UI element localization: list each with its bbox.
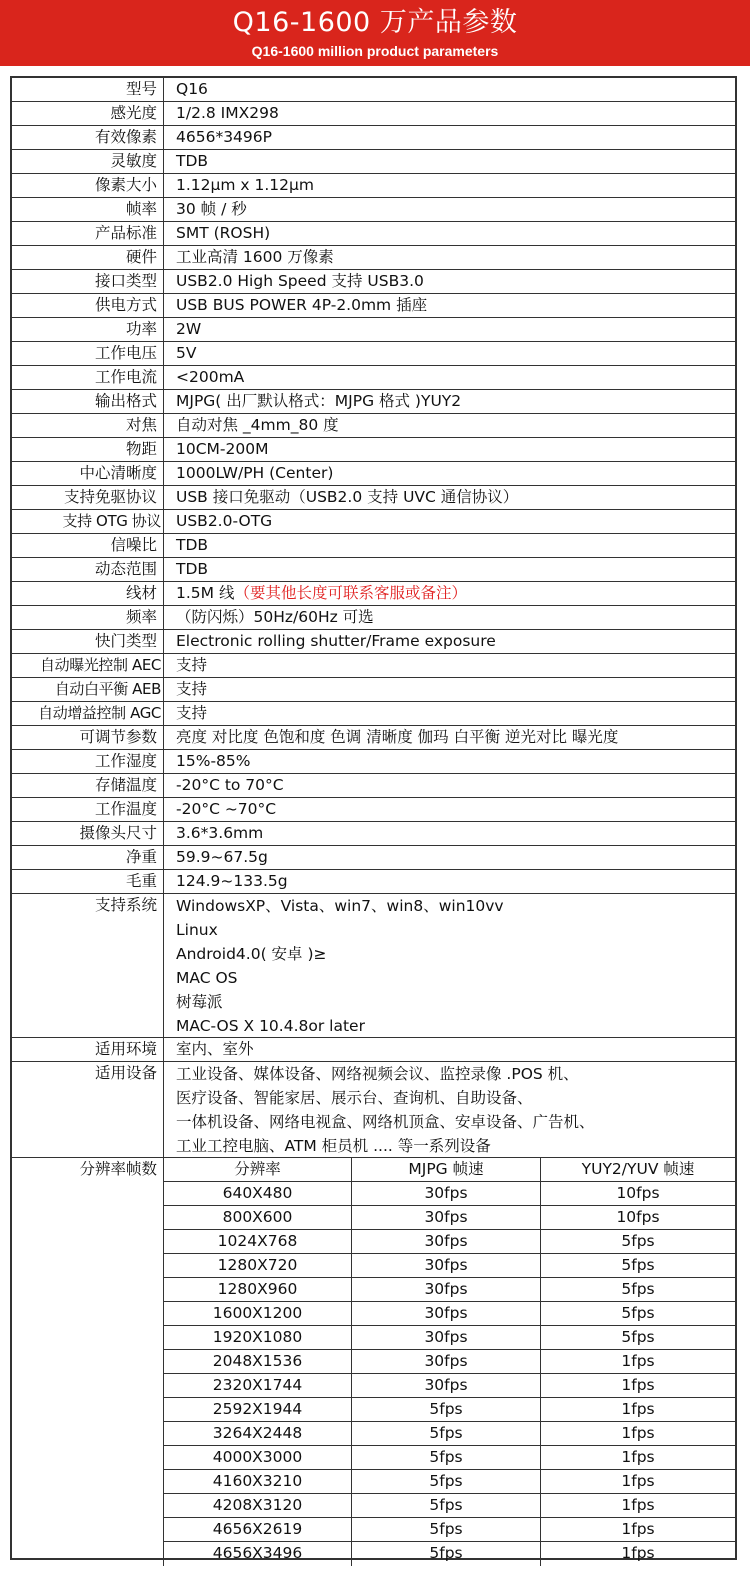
spec-label: 存储温度 (12, 774, 164, 797)
spec-value-text: 亮度 对比度 色饱和度 色调 清晰度 伽玛 白平衡 逆光对比 曝光度 (176, 728, 619, 746)
spec-value-text: Q16 (176, 80, 208, 98)
resolution-label: 分辨率帧数 (12, 1158, 164, 1566)
resolution-cell: 1024X768 (164, 1230, 352, 1253)
spec-label: 线材 (12, 582, 164, 605)
resolution-row (164, 1350, 735, 1374)
resolution-cell: 30fps (352, 1182, 541, 1205)
spec-value (164, 438, 735, 461)
spec-value (164, 342, 735, 365)
resolution-row (164, 1182, 735, 1206)
spec-value-text: 支持 (176, 704, 208, 722)
systems-line: MAC OS (176, 969, 238, 987)
spec-value-text: 1.5M 线 (176, 584, 235, 602)
spec-row (12, 150, 735, 174)
resolution-cell: 5fps (352, 1398, 541, 1421)
spec-value-text: TDB (176, 152, 209, 170)
spec-value-text: -20°C to 70°C (176, 776, 284, 794)
resolution-cell: 1fps (621, 1520, 655, 1538)
resolution-cell: 1280X720 (164, 1254, 352, 1277)
spec-table (10, 76, 737, 1560)
spec-row (12, 702, 735, 726)
resolution-cell: 4656X2619 (164, 1518, 352, 1541)
spec-value (164, 726, 735, 749)
spec-label: 帧率 (12, 198, 164, 221)
spec-label: 功率 (12, 318, 164, 341)
resolution-row (164, 1398, 735, 1422)
spec-row (12, 606, 735, 630)
spec-row (12, 102, 735, 126)
spec-row (12, 846, 735, 870)
spec-label: 动态范围 (12, 558, 164, 581)
spec-label: 工作温度 (12, 798, 164, 821)
resolution-row (164, 1446, 735, 1470)
resolution-header-cell: YUY2/YUV 帧速 (581, 1160, 695, 1178)
spec-label: 有效像素 (12, 126, 164, 149)
spec-value-text: 1.12μm x 1.12μm (176, 176, 314, 194)
spec-label: 接口类型 (12, 270, 164, 293)
devices-line: 医疗设备、智能家居、展示台、查询机、自助设备、 (176, 1089, 533, 1107)
spec-value-text: 支持 (176, 680, 208, 698)
resolution-row (164, 1302, 735, 1326)
resolution-cell: 5fps (352, 1542, 541, 1566)
resolution-row (164, 1326, 735, 1350)
spec-label: 中心清晰度 (12, 462, 164, 485)
spec-row (12, 534, 735, 558)
spec-value-text: 10CM-200M (176, 440, 269, 458)
resolution-row (164, 1206, 735, 1230)
spec-label: 产品标准 (12, 222, 164, 245)
devices-row (12, 1062, 735, 1158)
resolution-cell: 640X480 (164, 1182, 352, 1205)
spec-value-text: -20°C ~70°C (176, 800, 277, 818)
systems-value (164, 894, 735, 1037)
resolution-row (164, 1374, 735, 1398)
resolution-row (164, 1230, 735, 1254)
spec-value-text: 1000LW/PH (Center) (176, 464, 334, 482)
spec-value (164, 870, 735, 893)
header-banner (0, 0, 750, 66)
spec-value (164, 246, 735, 269)
resolution-cell: 1920X1080 (164, 1326, 352, 1349)
resolution-block (12, 1158, 735, 1566)
resolution-cell: 4656X3496 (164, 1542, 352, 1566)
spec-value (164, 318, 735, 341)
spec-value (164, 174, 735, 197)
resolution-cell: 5fps (621, 1256, 655, 1274)
resolution-cell: 5fps (352, 1518, 541, 1541)
resolution-cell: 1fps (621, 1424, 655, 1442)
spec-value (164, 78, 735, 101)
spec-label: 可调节参数 (12, 726, 164, 749)
systems-line: Android4.0( 安卓 )≥ (176, 945, 327, 963)
spec-value-text: 工业高清 1600 万像素 (176, 248, 334, 266)
spec-label: 摄像头尺寸 (12, 822, 164, 845)
spec-row (12, 366, 735, 390)
devices-label: 适用设备 (12, 1062, 164, 1157)
spec-value (164, 390, 735, 413)
page-title: Q16-1600 万产品参数 (232, 7, 518, 38)
resolution-cell: 1fps (621, 1376, 655, 1394)
resolution-cell: 1fps (621, 1472, 655, 1490)
resolution-cell: 30fps (352, 1206, 541, 1229)
resolution-cell: 5fps (621, 1304, 655, 1322)
resolution-row (164, 1518, 735, 1542)
spec-row (12, 78, 735, 102)
resolution-cell: 4000X3000 (164, 1446, 352, 1469)
spec-value (164, 678, 735, 701)
resolution-cell: 2048X1536 (164, 1350, 352, 1373)
spec-note: （要其他长度可联系客服或备注） (234, 584, 467, 602)
spec-value-text: 2W (176, 320, 202, 338)
resolution-cell: 30fps (352, 1326, 541, 1349)
spec-value-text: TDB (176, 560, 209, 578)
resolution-cell: 30fps (352, 1254, 541, 1277)
spec-row (12, 246, 735, 270)
spec-value (164, 366, 735, 389)
spec-value-text: 4656*3496P (176, 128, 272, 146)
spec-row (12, 174, 735, 198)
spec-row (12, 750, 735, 774)
spec-label: 型号 (12, 78, 164, 101)
resolution-cell: 30fps (352, 1230, 541, 1253)
systems-label: 支持系统 (12, 894, 164, 1037)
resolution-cell: 1fps (621, 1352, 655, 1370)
spec-row (12, 222, 735, 246)
resolution-cell: 1fps (621, 1400, 655, 1418)
spec-row (12, 342, 735, 366)
spec-label: 灵敏度 (12, 150, 164, 173)
spec-row (12, 318, 735, 342)
spec-label: 自动白平衡 AEB (12, 678, 164, 701)
spec-label: 信噪比 (12, 534, 164, 557)
spec-row (12, 270, 735, 294)
spec-row (12, 414, 735, 438)
spec-value (164, 462, 735, 485)
spec-value (164, 150, 735, 173)
spec-value-text: 1/2.8 IMX298 (176, 104, 279, 122)
spec-row (12, 198, 735, 222)
spec-row (12, 678, 735, 702)
spec-row (12, 486, 735, 510)
resolution-cell: 30fps (352, 1302, 541, 1325)
resolution-cell: 10fps (616, 1208, 660, 1226)
spec-value-text: Electronic rolling shutter/Frame exposure (176, 632, 496, 650)
resolution-row (164, 1254, 735, 1278)
resolution-header-row (164, 1158, 735, 1182)
spec-value-text: 3.6*3.6mm (176, 824, 264, 842)
spec-label: 自动曝光控制 AEC (12, 654, 164, 677)
spec-value (164, 486, 735, 509)
spec-row (12, 294, 735, 318)
resolution-cell: 4208X3120 (164, 1494, 352, 1517)
resolution-row (164, 1542, 735, 1566)
systems-line: WindowsXP、Vista、win7、win8、win10vv (176, 897, 504, 915)
spec-value (164, 822, 735, 845)
spec-value (164, 198, 735, 221)
resolution-cell: 5fps (352, 1494, 541, 1517)
spec-value-text: USB 接口免驱动（USB2.0 支持 UVC 通信协议） (176, 488, 519, 506)
resolution-cell: 5fps (352, 1422, 541, 1445)
spec-row (12, 438, 735, 462)
spec-label: 工作湿度 (12, 750, 164, 773)
systems-row (12, 894, 735, 1038)
spec-label: 供电方式 (12, 294, 164, 317)
spec-value-text: USB2.0 High Speed 支持 USB3.0 (176, 272, 424, 290)
resolution-row (164, 1278, 735, 1302)
spec-label: 输出格式 (12, 390, 164, 413)
spec-value (164, 558, 735, 581)
spec-value (164, 510, 735, 533)
resolution-header-cell: 分辨率 (164, 1158, 352, 1181)
spec-value-text: 59.9~67.5g (176, 848, 268, 866)
spec-label: 对焦 (12, 414, 164, 437)
spec-value-text: 支持 (176, 656, 208, 674)
systems-line: 树莓派 (176, 993, 223, 1011)
resolution-cell: 2592X1944 (164, 1398, 352, 1421)
resolution-cell: 30fps (352, 1278, 541, 1301)
spec-row (12, 126, 735, 150)
devices-line: 工业工控电脑、ATM 柜员机 .... 等一系列设备 (176, 1137, 491, 1155)
spec-value (164, 846, 735, 869)
spec-label: 工作电流 (12, 366, 164, 389)
spec-row (12, 870, 735, 894)
spec-value-text: 124.9~133.5g (176, 872, 288, 890)
spec-value (164, 774, 735, 797)
spec-label: 支持 OTG 协议 (12, 510, 164, 533)
spec-value (164, 294, 735, 317)
resolution-cell: 5fps (621, 1280, 655, 1298)
spec-value-text: SMT (ROSH) (176, 224, 271, 242)
spec-label: 快门类型 (12, 630, 164, 653)
spec-row (12, 390, 735, 414)
spec-row (12, 774, 735, 798)
resolution-cell: 30fps (352, 1374, 541, 1397)
resolution-cell: 1fps (621, 1544, 655, 1562)
spec-value-text: <200mA (176, 368, 245, 386)
resolution-cell: 5fps (352, 1470, 541, 1493)
spec-value (164, 414, 735, 437)
spec-row (12, 798, 735, 822)
spec-row (12, 510, 735, 534)
resolution-cell: 10fps (616, 1184, 660, 1202)
spec-value-text: USB2.0-OTG (176, 512, 273, 530)
resolution-row (164, 1422, 735, 1446)
spec-value-text: （防闪烁）50Hz/60Hz 可选 (176, 608, 374, 626)
spec-label: 物距 (12, 438, 164, 461)
environment-row (12, 1038, 735, 1062)
spec-value (164, 654, 735, 677)
resolution-cell: 1280X960 (164, 1278, 352, 1301)
spec-row (12, 630, 735, 654)
resolution-cell: 5fps (621, 1232, 655, 1250)
spec-value-text: 15%-85% (176, 752, 251, 770)
spec-value-text: 5V (176, 344, 197, 362)
spec-label: 毛重 (12, 870, 164, 893)
devices-line: 一体机设备、网络电视盒、网络机顶盒、安卓设备、广告机、 (176, 1113, 595, 1131)
spec-label: 硬件 (12, 246, 164, 269)
spec-value-text: USB BUS POWER 4P-2.0mm 插座 (176, 296, 428, 314)
resolution-row (164, 1494, 735, 1518)
resolution-cell: 5fps (352, 1446, 541, 1469)
resolution-cell: 800X600 (164, 1206, 352, 1229)
spec-value-text: 30 帧 / 秒 (176, 200, 247, 218)
resolution-header-cell: MJPG 帧速 (352, 1158, 541, 1181)
resolution-cell: 2320X1744 (164, 1374, 352, 1397)
spec-value (164, 102, 735, 125)
spec-value-text: TDB (176, 536, 209, 554)
spec-value (164, 798, 735, 821)
spec-label: 像素大小 (12, 174, 164, 197)
spec-value (164, 222, 735, 245)
resolution-cell: 5fps (621, 1328, 655, 1346)
spec-label: 频率 (12, 606, 164, 629)
devices-line: 工业设备、媒体设备、网络视频会议、监控录像 .POS 机、 (176, 1065, 579, 1083)
spec-label: 感光度 (12, 102, 164, 125)
resolution-row (164, 1470, 735, 1494)
spec-label: 支持免驱协议 (12, 486, 164, 509)
spec-row (12, 582, 735, 606)
resolution-cell: 1fps (621, 1448, 655, 1466)
spec-row (12, 558, 735, 582)
spec-value-text: MJPG( 出厂默认格式：MJPG 格式 )YUY2 (176, 392, 462, 410)
spec-label: 自动增益控制 AGC (12, 702, 164, 725)
spec-value (164, 606, 735, 629)
environment-value: 室内、室外 (176, 1040, 254, 1058)
spec-row (12, 462, 735, 486)
systems-line: MAC-OS X 10.4.8or later (176, 1017, 365, 1035)
spec-value (164, 582, 735, 605)
spec-value (164, 702, 735, 725)
resolution-cell: 1600X1200 (164, 1302, 352, 1325)
spec-value-text: 自动对焦 _4mm_80 度 (176, 416, 339, 434)
spec-value (164, 126, 735, 149)
spec-row (12, 654, 735, 678)
spec-row (12, 726, 735, 750)
spec-value (164, 534, 735, 557)
resolution-cell: 1fps (621, 1496, 655, 1514)
spec-value (164, 630, 735, 653)
resolution-cell: 30fps (352, 1350, 541, 1373)
resolution-cell: 3264X2448 (164, 1422, 352, 1445)
environment-label: 适用环境 (12, 1038, 164, 1061)
systems-line: Linux (176, 921, 218, 939)
spec-label: 净重 (12, 846, 164, 869)
spec-value (164, 750, 735, 773)
devices-value (164, 1062, 735, 1157)
spec-label: 工作电压 (12, 342, 164, 365)
spec-row (12, 822, 735, 846)
resolution-cell: 4160X3210 (164, 1470, 352, 1493)
spec-value (164, 270, 735, 293)
page-subtitle: Q16-1600 million product parameters (251, 43, 499, 59)
